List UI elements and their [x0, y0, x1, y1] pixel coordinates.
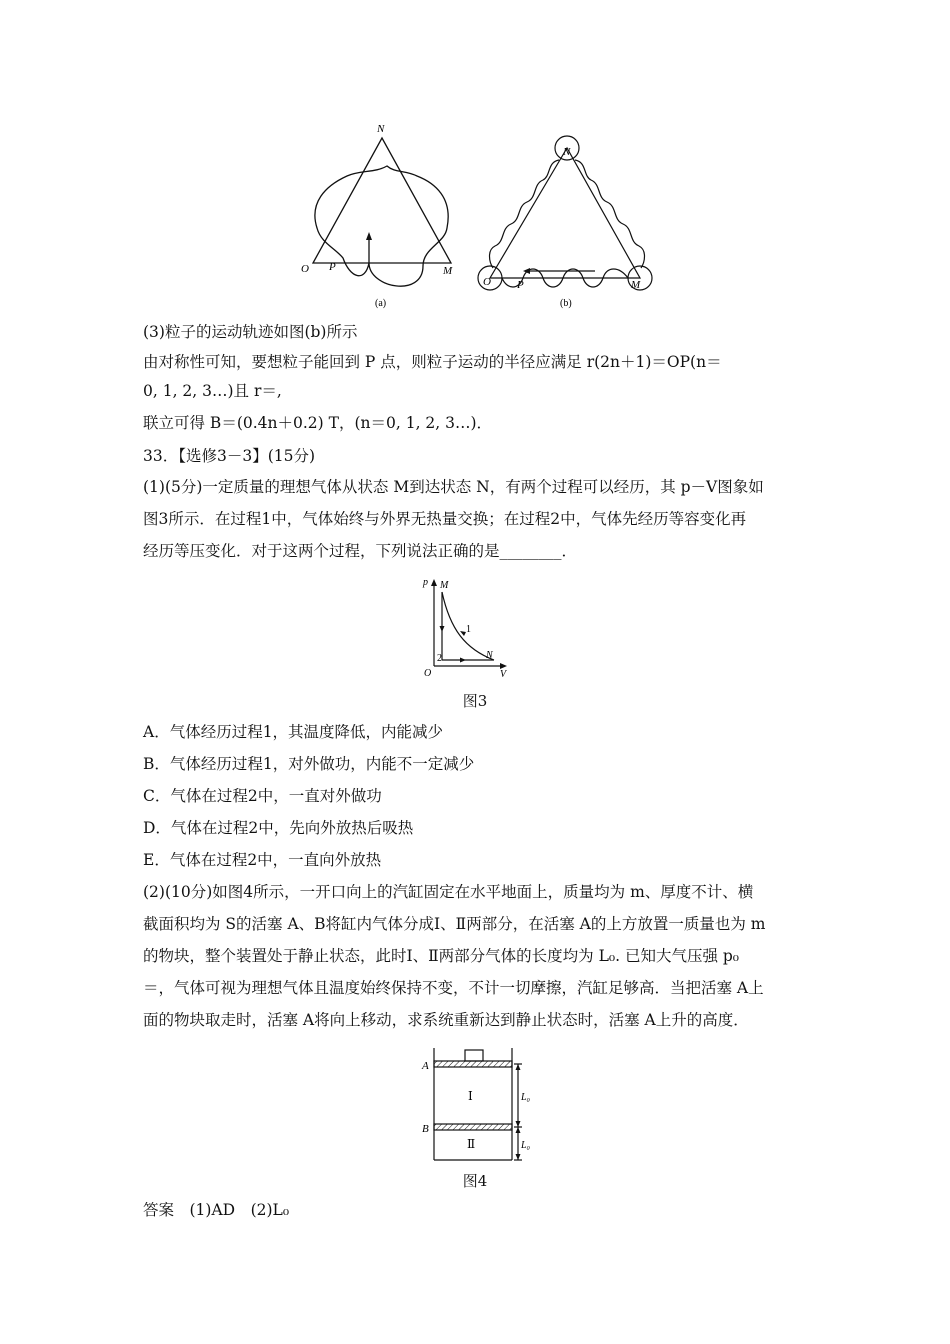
- option-e: E．气体在过程2中，一直向外放热: [143, 851, 382, 869]
- text-line-4: 联立可得 B＝(0.4n＋0.2) T，(n＝0, 1, 2, 3…)．: [143, 414, 493, 432]
- fig-a-O: O: [301, 263, 309, 275]
- arrow-icon: [366, 232, 372, 240]
- text-line-10: 截面积均为 S的活塞 A、B将缸内气体分成Ⅰ、Ⅱ两部分，在活塞 A的上方放置一质量也为 m: [143, 915, 766, 933]
- text-line-9: (2)(10分)如图4所示，一开口向上的汽缸固定在水平地面上，质量均为 m、厚度不计、横: [143, 883, 754, 901]
- text-line-2: 由对称性可知，要想粒子能回到 P 点，则粒子运动的半径应满足 r(2n＋1)＝OP(n＝: [143, 353, 722, 371]
- fig4-B: B: [422, 1123, 429, 1135]
- fig-b-N: N: [563, 146, 571, 158]
- option-a: A．气体经历过程1，其温度降低，内能减少: [143, 723, 444, 741]
- fig4-L0-bottom: L₀: [521, 1140, 531, 1151]
- figure-4: [418, 1040, 538, 1164]
- fig3-p: p: [423, 577, 428, 588]
- figure-3-caption: 图3: [462, 692, 488, 710]
- text-line-3: 0, 1, 2, 3…)且 r＝,: [143, 382, 282, 400]
- figure-b: [478, 136, 652, 290]
- answer-line: 答案 (1)AD (2)L₀: [143, 1201, 290, 1219]
- fig-b-O: O: [483, 276, 491, 288]
- text-line-11: 的物块，整个装置处于静止状态，此时Ⅰ、Ⅱ两部分气体的长度均为 L₀. 已知大气压强 p₀: [143, 947, 740, 965]
- fig-a-N: N: [377, 123, 385, 135]
- figure-4-caption: 图4: [462, 1172, 488, 1190]
- fig3-M: M: [440, 580, 449, 591]
- fig3-label-1: 1: [466, 624, 471, 635]
- fig-a-P: P: [329, 261, 336, 273]
- text-line-8: 经历等压变化．对于这两个过程，下列说法正确的是________．: [143, 542, 578, 560]
- fig4-II: Ⅱ: [467, 1137, 476, 1151]
- fig-b-M: M: [631, 279, 641, 291]
- option-b: B．气体经历过程1，对外做功，内能不一定减少: [143, 755, 475, 773]
- fig4-A: A: [422, 1060, 429, 1072]
- fig-a-M: M: [443, 265, 453, 277]
- text-line-13: 面的物块取走时，活塞 A将向上移动，求系统重新达到静止状态时，活塞 A上升的高度．: [143, 1011, 749, 1029]
- fig3-N: N: [486, 650, 493, 661]
- text-line-6: (1)(5分)一定质量的理想气体从状态 M到达状态 N，有两个过程可以经历，其 p－V图象如: [143, 478, 764, 496]
- fig4-I: Ⅰ: [468, 1089, 473, 1103]
- text-line-12: ＝，气体可视为理想气体且温度始终保持不变，不计一切摩擦，汽缸足够高．当把活塞 A上: [143, 979, 764, 997]
- fig-b-P: P: [517, 279, 524, 291]
- fig3-label-2: 2: [437, 653, 442, 664]
- figure-3: [420, 574, 510, 680]
- figure-a-b: [295, 118, 665, 314]
- arrow-icon: [523, 268, 530, 274]
- question-33-heading: 33．【选修3－3】(15分): [143, 447, 316, 465]
- fig-b-caption: (b): [560, 298, 572, 309]
- fig4-L0-top: L₀: [521, 1092, 531, 1103]
- fig3-O: O: [424, 668, 432, 679]
- fig-a-caption: (a): [375, 298, 387, 309]
- option-d: D．气体在过程2中，先向外放热后吸热: [143, 819, 414, 837]
- text-line-1: (3)粒子的运动轨迹如图(b)所示: [143, 323, 358, 341]
- fig3-V: V: [500, 669, 507, 680]
- option-c: C．气体在过程2中，一直对外做功: [143, 787, 382, 805]
- text-line-7: 图3所示．在过程1中，气体始终与外界无热量交换；在过程2中，气体先经历等容变化再: [143, 510, 747, 528]
